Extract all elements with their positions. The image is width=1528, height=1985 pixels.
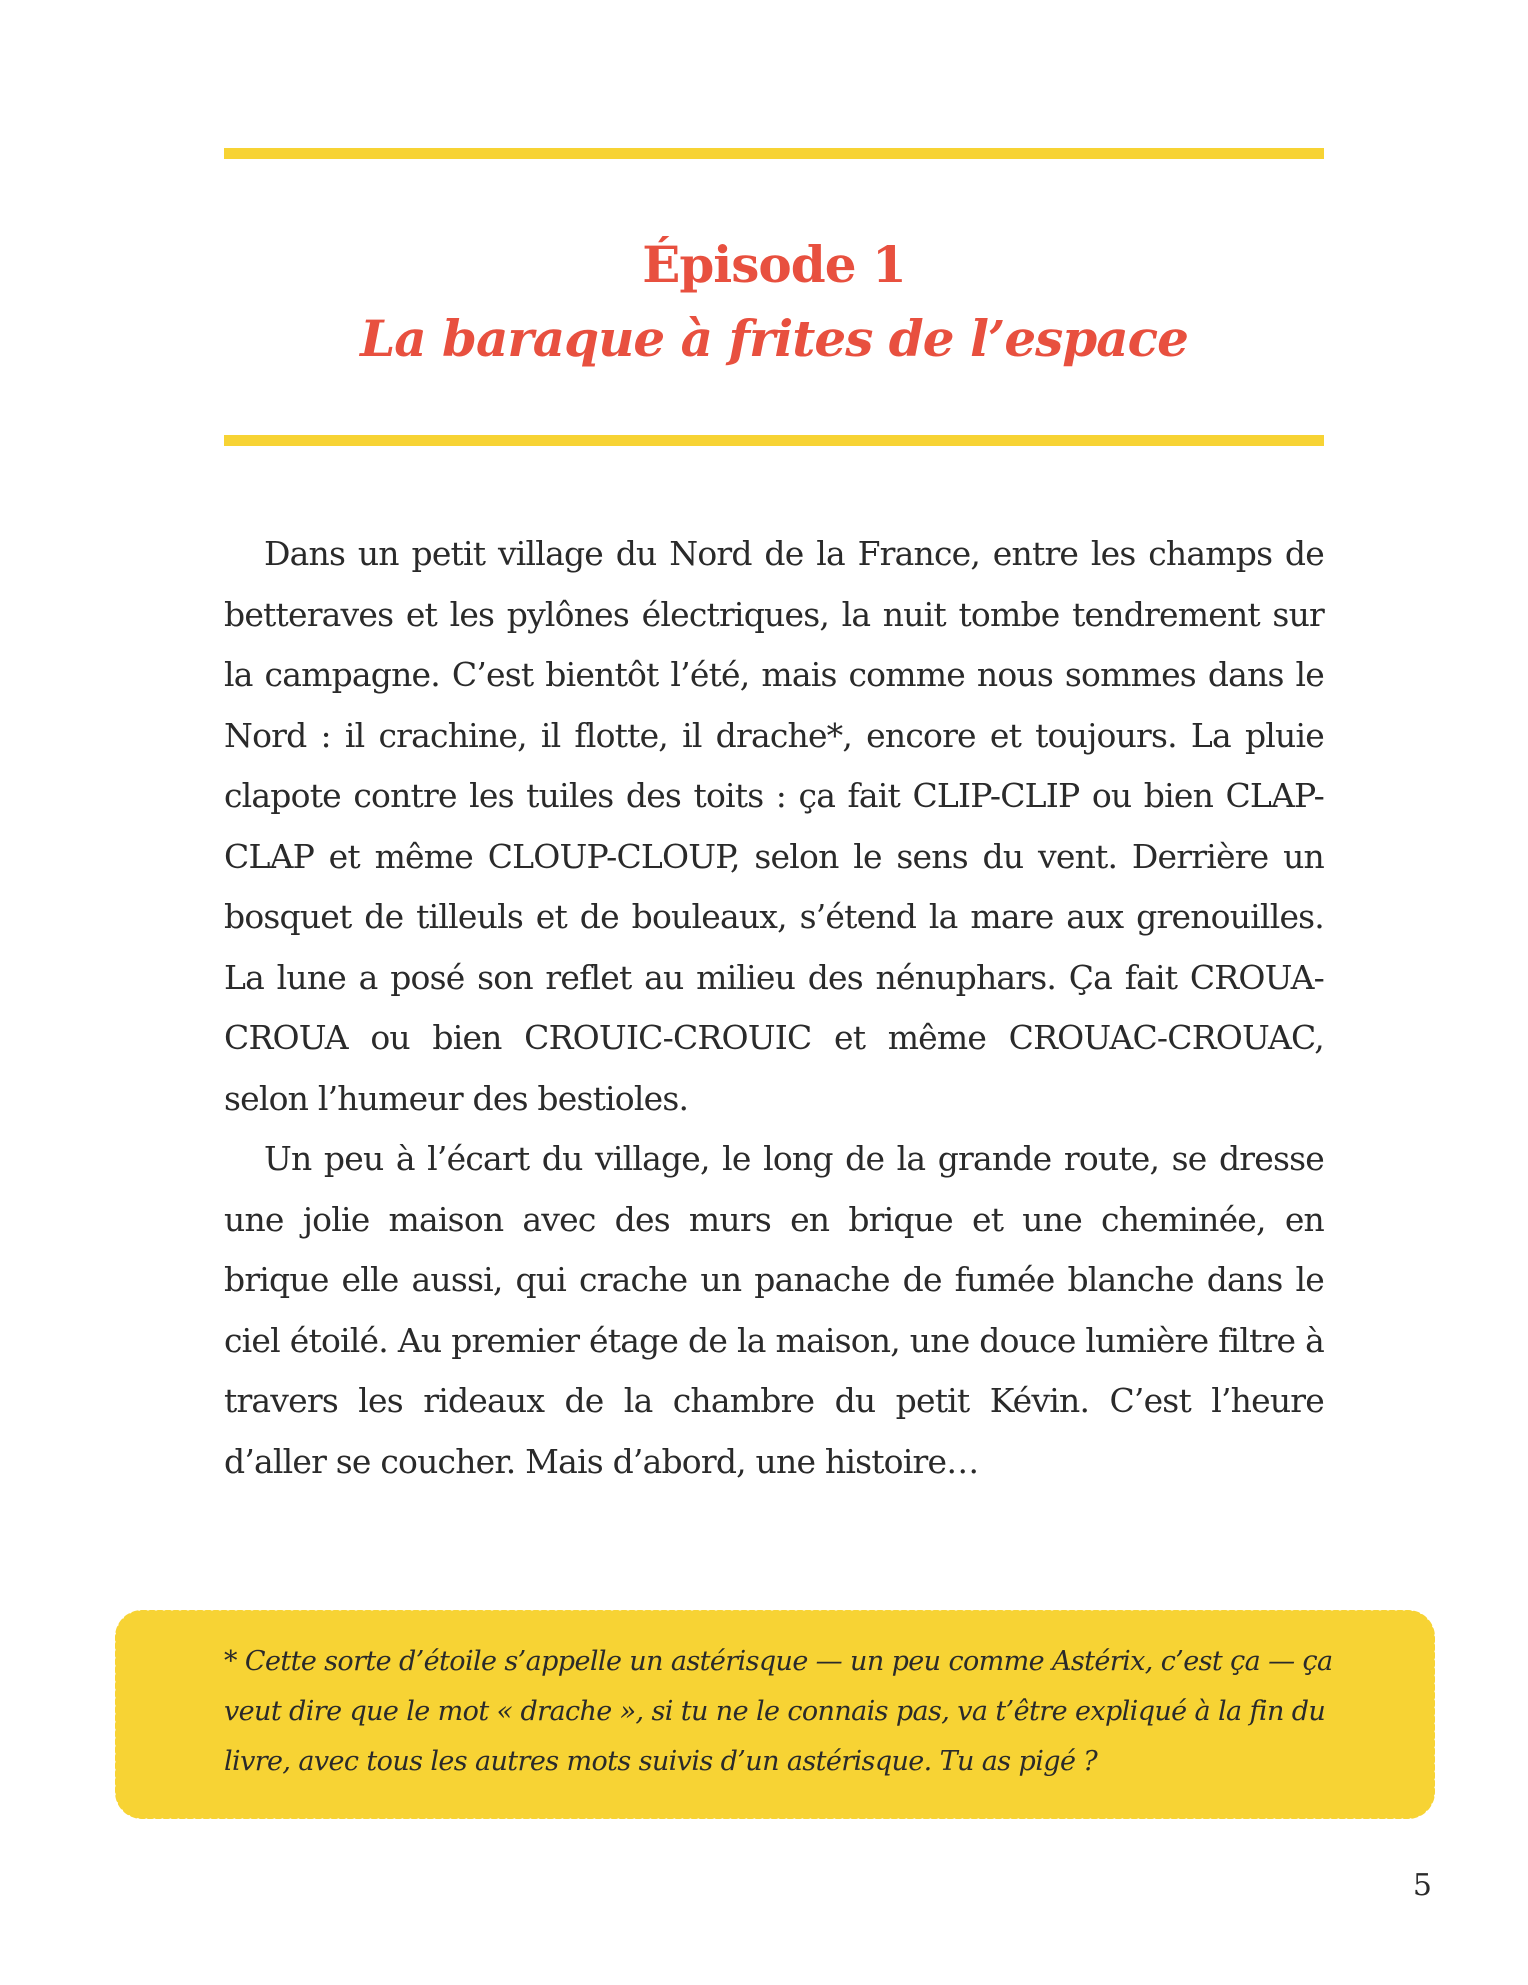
bottom-yellow-rule <box>224 435 1324 446</box>
story-body <box>224 524 1324 1492</box>
top-yellow-rule <box>224 148 1324 159</box>
footnote-text: * Cette sorte d’étoile s’appelle un astérisque — un peu comme Astérix, c’est ça — ça veut dire que le mot « drache », si tu ne le connais pas, va t’être expliqué à la fin du livre, avec tous les autres mots suivis d’un astérisque. Tu as pigé ? <box>224 1646 1333 1777</box>
chapter-heading <box>224 228 1324 376</box>
episode-title: La baraque à frites de l’espace <box>360 309 1188 368</box>
paragraph-2: Un peu à l’écart du village, le long de la grande route, se dresse une jolie maison avec des murs en brique et une cheminée, en brique elle aussi, qui crache un panache de fumée blanche dans le ciel étoilé. Au premier étage de la maison, une douce lumière filtre à travers les rideaux de la chambre du petit Kévin. C’est l’heure d’aller se coucher. Mais d’abord, une histoire… <box>224 1139 1324 1481</box>
page-number: 5 <box>1412 1868 1432 1903</box>
episode-number: Épisode 1 <box>642 235 906 294</box>
paragraph-1: Dans un petit village du Nord de la France, entre les champs de betteraves et les pylônes électriques, la nuit tombe tendrement sur la campagne. C’est bientôt l’été, mais comme nous sommes dans le Nord : il crachine, il flotte, il drache*, encore et toujours. La pluie clapote contre les tuiles des toits : ça fait CLIP-CLIP ou bien CLAP-CLAP et même CLOUP-CLOUP, selon le sens du vent. Derrière un bosquet de tilleuls et de bouleaux, s’étend la mare aux grenouilles. La lune a posé son reflet au milieu des nénuphars. Ça fait CROUA-CROUA ou bien CROUIC-CROUIC et même CROUAC-CROUAC, selon l’humeur des bestioles. <box>224 534 1324 1118</box>
